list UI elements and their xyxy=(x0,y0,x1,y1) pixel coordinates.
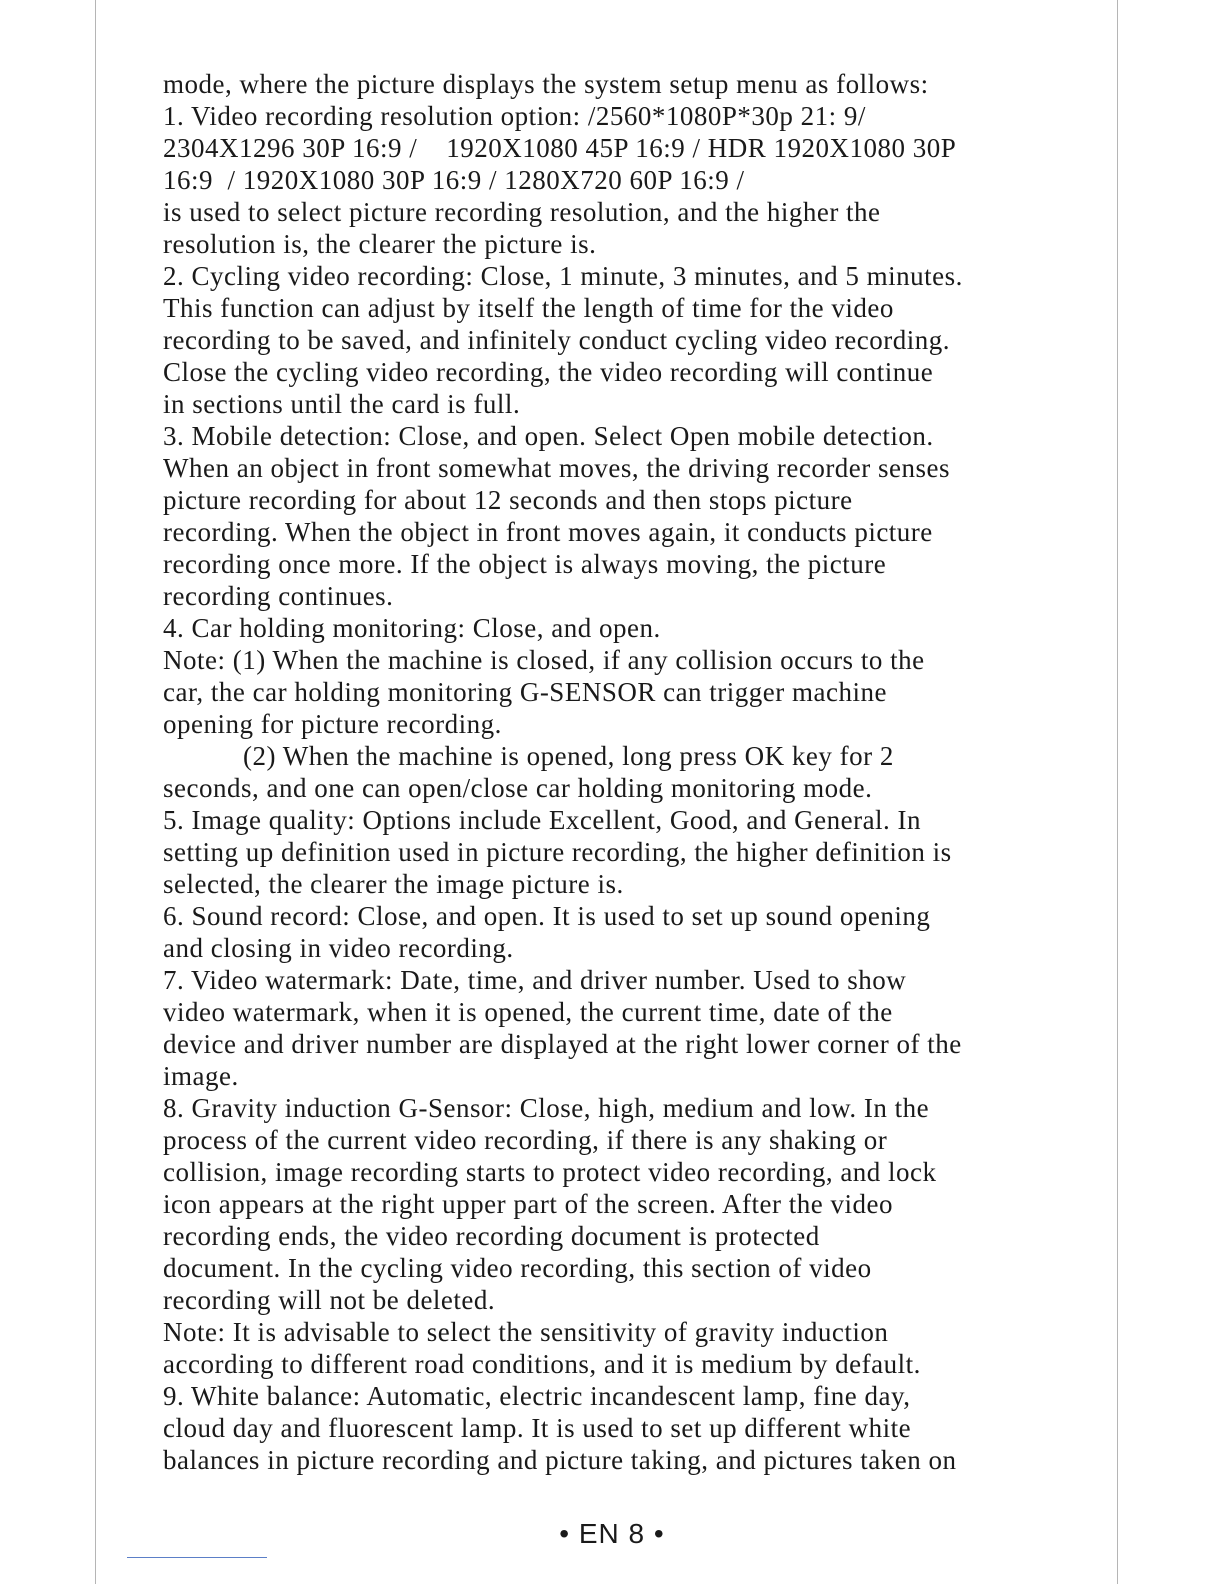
text-line: mode, where the picture displays the system setup menu as follows: xyxy=(163,69,929,99)
text-line: process of the current video recording, if there is any shaking or xyxy=(163,1125,888,1155)
text-line: recording to be saved, and infinitely conduct cycling video recording. xyxy=(163,325,951,355)
text-line: 3. Mobile detection: Close, and open. Select Open mobile detection. xyxy=(163,421,934,451)
text-line: setting up definition used in picture recording, the higher definition is xyxy=(163,837,952,867)
text-line: recording ends, the video recording document is protected xyxy=(163,1221,820,1251)
text-line: 6. Sound record: Close, and open. It is used to set up sound opening xyxy=(163,901,931,931)
footnote-rule xyxy=(127,1557,267,1558)
text-line: recording once more. If the object is always moving, the picture xyxy=(163,549,887,579)
text-line: opening for picture recording. xyxy=(163,709,502,739)
text-line: car, the car holding monitoring G-SENSOR can trigger machine xyxy=(163,677,887,707)
text-line: 2304X1296 30P 16:9 / 1920X1080 45P 16:9 / HDR 1920X1080 30P xyxy=(163,133,957,163)
text-line: When an object in front somewhat moves, the driving recorder senses xyxy=(163,453,951,483)
text-line: 1. Video recording resolution option: /2560*1080P*30p 21: 9/ xyxy=(163,101,866,131)
text-line: cloud day and fluorescent lamp. It is used to set up different white xyxy=(163,1413,912,1443)
text-line: seconds, and one can open/close car holding monitoring mode. xyxy=(163,773,873,803)
text-line: resolution is, the clearer the picture is. xyxy=(163,229,597,259)
text-line: balances in picture recording and picture taking, and pictures taken on xyxy=(163,1445,957,1475)
text-line: 2. Cycling video recording: Close, 1 minute, 3 minutes, and 5 minutes. xyxy=(163,261,963,291)
text-line: recording will not be deleted. xyxy=(163,1285,496,1315)
text-line: in sections until the card is full. xyxy=(163,389,521,419)
body-text xyxy=(163,68,1068,1476)
text-line: icon appears at the right upper part of the screen. After the video xyxy=(163,1189,893,1219)
text-line: recording. When the object in front moves again, it conducts picture xyxy=(163,517,933,547)
text-line: image. xyxy=(163,1061,239,1091)
text-line: (2) When the machine is opened, long press OK key for 2 xyxy=(243,741,894,771)
text-line: according to different road conditions, and it is medium by default. xyxy=(163,1349,921,1379)
text-line: video watermark, when it is opened, the current time, date of the xyxy=(163,997,893,1027)
text-line: 16:9 / 1920X1080 30P 16:9 / 1280X720 60P 16:9 / xyxy=(163,165,745,195)
text-line: 8. Gravity induction G-Sensor: Close, high, medium and low. In the xyxy=(163,1093,930,1123)
page-number: • EN 8 • xyxy=(559,1518,665,1549)
text-line: Note: It is advisable to select the sensitivity of gravity induction xyxy=(163,1317,889,1347)
text-line: Close the cycling video recording, the video recording will continue xyxy=(163,357,934,387)
text-line: is used to select picture recording resolution, and the higher the xyxy=(163,197,881,227)
text-line: This function can adjust by itself the length of time for the video xyxy=(163,293,894,323)
text-line: collision, image recording starts to protect video recording, and lock xyxy=(163,1157,937,1187)
text-line: 9. White balance: Automatic, electric incandescent lamp, fine day, xyxy=(163,1381,911,1411)
text-line: device and driver number are displayed at the right lower corner of the xyxy=(163,1029,962,1059)
text-line: picture recording for about 12 seconds and then stops picture xyxy=(163,485,853,515)
text-line: recording continues. xyxy=(163,581,394,611)
text-line: 4. Car holding monitoring: Close, and open. xyxy=(163,613,661,643)
text-line: 7. Video watermark: Date, time, and driver number. Used to show xyxy=(163,965,907,995)
text-line: Note: (1) When the machine is closed, if any collision occurs to the xyxy=(163,645,925,675)
text-line: selected, the clearer the image picture is. xyxy=(163,869,624,899)
text-line: and closing in video recording. xyxy=(163,933,514,963)
text-line: document. In the cycling video recording, this section of video xyxy=(163,1253,872,1283)
text-line: 5. Image quality: Options include Excellent, Good, and General. In xyxy=(163,805,922,835)
